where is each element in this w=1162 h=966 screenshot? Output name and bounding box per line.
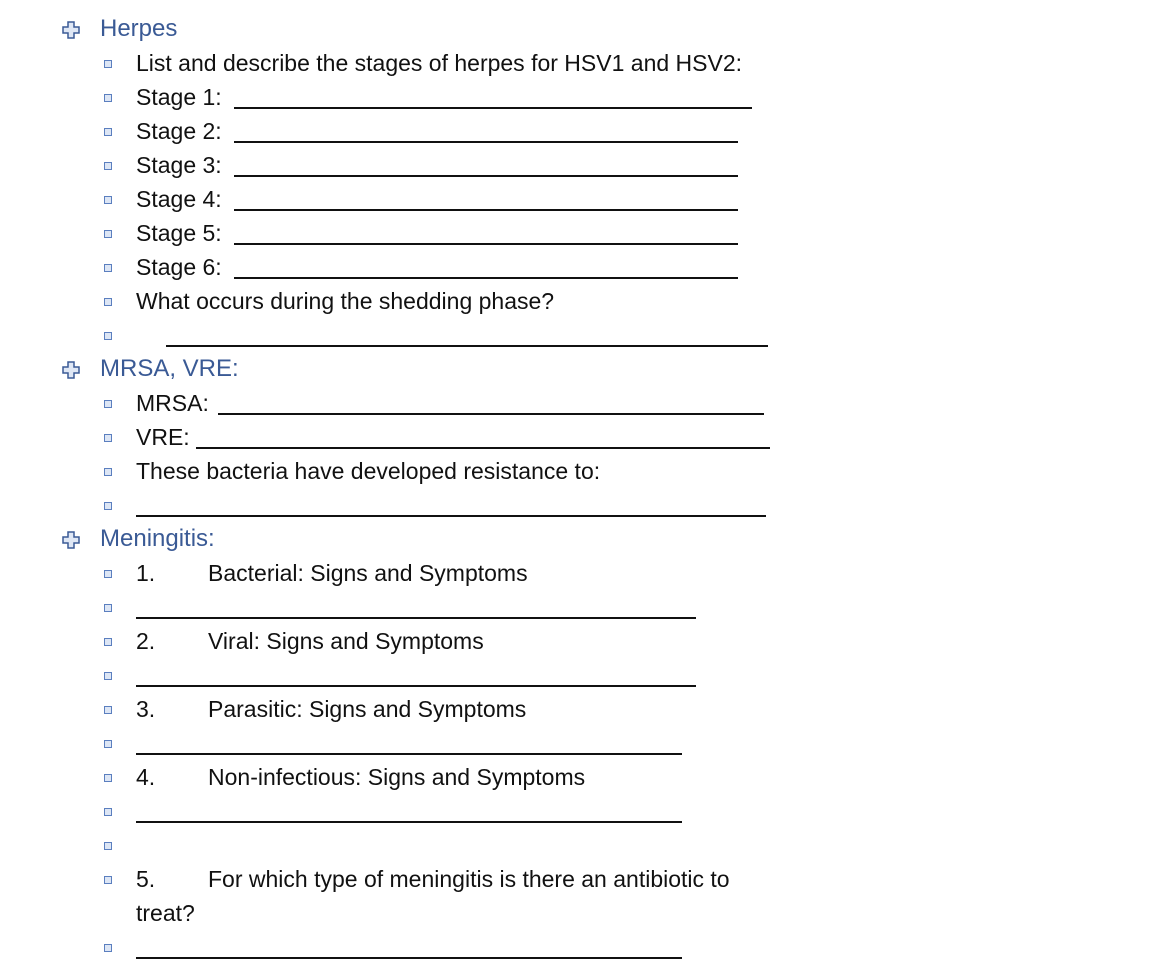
item-number: 5.: [136, 866, 156, 892]
bullet-icon: [104, 94, 112, 102]
answer-blank[interactable]: [234, 107, 752, 109]
answer-blank[interactable]: [136, 617, 696, 619]
term-label: MRSA:: [136, 390, 209, 416]
stage-label: Stage 2:: [136, 118, 222, 144]
stage-label: Stage 4:: [136, 186, 222, 212]
answer-blank[interactable]: [234, 175, 738, 177]
stage-label: Stage 1:: [136, 84, 222, 110]
answer-blank[interactable]: [136, 821, 682, 823]
answer-blank[interactable]: [234, 243, 738, 245]
bullet-icon: [104, 808, 112, 816]
bullet-icon: [104, 128, 112, 136]
answer-blank[interactable]: [234, 141, 738, 143]
stage-label: Stage 3:: [136, 152, 222, 178]
section-title: Herpes: [100, 15, 178, 42]
bullet-icon: [104, 842, 112, 850]
term-label: VRE:: [136, 424, 190, 450]
bullet-icon: [104, 604, 112, 612]
answer-blank[interactable]: [218, 413, 764, 415]
plus-icon[interactable]: [62, 21, 80, 39]
bullet-icon: [104, 332, 112, 340]
bullet-icon: [104, 60, 112, 68]
answer-blank[interactable]: [234, 209, 738, 211]
plus-icon[interactable]: [62, 361, 80, 379]
question-text: List and describe the stages of herpes for HSV1 and HSV2:: [136, 50, 743, 76]
section-title: Meningitis:: [100, 525, 215, 552]
answer-blank[interactable]: [136, 685, 696, 687]
question-text: For which type of meningitis is there an antibiotic to: [208, 866, 730, 892]
item-number: 3.: [136, 696, 156, 722]
question-text: Non-infectious: Signs and Symptoms: [208, 764, 586, 790]
question-text: Viral: Signs and Symptoms: [208, 628, 484, 654]
question-text: These bacteria have developed resistance to:: [136, 458, 601, 484]
bullet-icon: [104, 162, 112, 170]
answer-blank[interactable]: [136, 515, 766, 517]
answer-blank[interactable]: [234, 277, 738, 279]
question-text: Parasitic: Signs and Symptoms: [208, 696, 527, 722]
bullet-icon: [104, 230, 112, 238]
question-text: What occurs during the shedding phase?: [136, 288, 555, 314]
section-title: MRSA, VRE:: [100, 355, 239, 382]
bullet-icon: [104, 672, 112, 680]
answer-blank[interactable]: [136, 957, 682, 959]
answer-blank[interactable]: [166, 345, 768, 347]
bullet-icon: [104, 298, 112, 306]
bullet-icon: [104, 774, 112, 782]
bullet-icon: [104, 706, 112, 714]
answer-blank[interactable]: [136, 753, 682, 755]
bullet-icon: [104, 876, 112, 884]
plus-icon[interactable]: [62, 531, 80, 549]
answer-blank[interactable]: [196, 447, 770, 449]
bullet-icon: [104, 400, 112, 408]
question-text: Bacterial: Signs and Symptoms: [208, 560, 528, 586]
question-text: treat?: [136, 900, 195, 926]
bullet-icon: [104, 740, 112, 748]
item-number: 4.: [136, 764, 156, 790]
stage-label: Stage 6:: [136, 254, 222, 280]
bullet-icon: [104, 944, 112, 952]
bullet-icon: [104, 570, 112, 578]
item-number: 2.: [136, 628, 156, 654]
bullet-icon: [104, 264, 112, 272]
item-number: 1.: [136, 560, 156, 586]
bullet-icon: [104, 638, 112, 646]
bullet-icon: [104, 434, 112, 442]
bullet-icon: [104, 468, 112, 476]
stage-label: Stage 5:: [136, 220, 222, 246]
bullet-icon: [104, 196, 112, 204]
bullet-icon: [104, 502, 112, 510]
